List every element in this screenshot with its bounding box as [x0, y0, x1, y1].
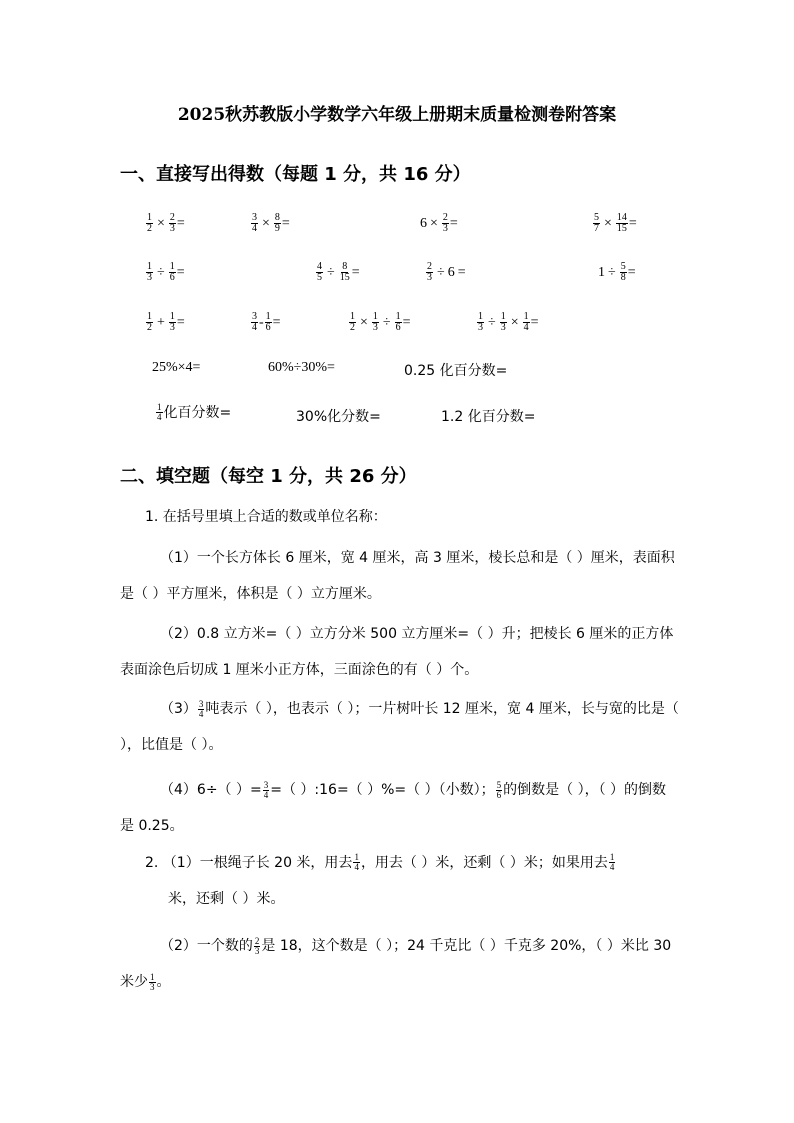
calc-item: $\frac{2}{3}$ ÷ 6 =: [427, 261, 466, 283]
question-1-1: （1）一个长方体长 6 厘米，宽 4 厘米，高 3 厘米，棱长总和是（ ）厘米，表面积是（ ）平方厘米，体积是（ ）立方厘米。: [120, 550, 675, 602]
q-text: （2）一个数的: [160, 938, 253, 954]
calc-item: 1 ÷ $\frac{5}{8}$ =: [598, 261, 636, 283]
question-1-3: （3） $\frac{3}{4}$ 吨表示（ ），也表示（ ）；一片树叶长 12 厘米，宽 4 厘米，长与宽的比是（ ），比值是（ ）。: [120, 698, 679, 753]
question-1-2: （2）0.8 立方米=（ ）立方分米 500 立方厘米=（ ）升；把棱长 6 厘米的正方体表面涂色后切成 1 厘米小正方体，三面涂色的有（ ）个。: [120, 626, 674, 678]
q-text: （3）: [160, 701, 197, 717]
calc-item: 25%×4=: [152, 360, 201, 375]
calc-item: 1.2 化百分数=: [441, 409, 536, 425]
q-text: =（ ）:16=（ ）%=（ ）（小数）；: [270, 782, 495, 798]
q-text: 2. （1）一根绳子长 20 米，用去: [145, 855, 353, 871]
calc-item: 30%化分数=: [296, 409, 381, 425]
question-2-2: （2）一个数的 $\frac{2}{3}$ 是 18，这个数是（ ）；24 千克比（ ）千克多 20%，（ ）米比 30 米少 $\frac{1}{3}$ 。: [120, 935, 672, 992]
q-text: 的倒数是（ ），（ ）的倒数是 0.25。: [120, 782, 667, 834]
question-2-1: 2. （1）一根绳子长 20 米，用去 1 4 ，用去（ ）米，还剩（ ）米；如果用去 1 4: [145, 851, 615, 872]
q-text: （4）6÷（ ）=: [160, 782, 262, 798]
page-title: 2025秋苏教版小学数学六年级上册期末质量检测卷附答案: [177, 105, 617, 125]
calc-item: 6 × $\frac{2}{3}$ =: [420, 212, 458, 234]
calc-text: 化百分数=: [163, 405, 232, 421]
calc-item: $\frac{3}{4}$ × $\frac{8}{9}$ =: [252, 212, 290, 234]
calc-item: $\frac{4}{5}$ ÷ $\frac{8}{15}$ =: [317, 261, 360, 283]
calc-item: $\frac{5}{7}$ × $\frac{14}{15}$ =: [594, 212, 637, 234]
section-1-heading: 一、直接写出得数（每题 1 分，共 16 分）: [120, 164, 471, 185]
calc-item: $\frac{1}{2}$ + $\frac{1}{3}$ =: [147, 311, 185, 333]
calc-item: $\frac{3}{4}$ - $\frac{1}{6}$ =: [252, 311, 281, 333]
calc-item: 0.25 化百分数=: [404, 363, 508, 379]
section-2-heading: 二、填空题（每空 1 分，共 26 分）: [120, 466, 417, 487]
calc-item: 60%÷30%=: [268, 360, 335, 375]
question-2-1-cont: 米，还剩（ ）米。: [168, 891, 285, 907]
q-text: 吨表示（ ），也表示（ ）；一片树叶长 12 厘米，宽 4 厘米，长与宽的比是（ ），比值是（ ）。: [120, 701, 679, 753]
question-1-4: （4）6÷（ ）= $\frac{3}{4}$ =（ ）:16=（ ）%=（ ）（小数）； $\frac{5}{6}$ 的倒数是（ ），（ ）的倒数是 0.25。: [120, 779, 667, 834]
q-text: 是 18，这个数是（ ）；24 千克比（ ）千克多 20%，（ ）米比 30 米少: [120, 938, 672, 990]
calc-item: $\frac{1}{3}$ ÷ $\frac{1}{6}$ =: [147, 261, 185, 283]
q-text: 。: [156, 974, 171, 990]
question-1-intro: 1. 在括号里填上合适的数或单位名称：: [145, 509, 387, 525]
calc-item: 1 4 化百分数=: [157, 401, 232, 422]
q-text: ，用去（ ）米，还剩（ ）米；如果用去: [360, 855, 608, 871]
calc-item: $\frac{1}{2}$ × $\frac{1}{3}$ ÷ $\frac{1}{6}$ =: [350, 311, 411, 333]
calc-item: $\frac{1}{2}$ × $\frac{2}{3}$ =: [147, 212, 185, 234]
calc-item: $\frac{1}{3}$ ÷ $\frac{1}{3}$ × $\frac{1}{4}$ =: [478, 311, 539, 333]
